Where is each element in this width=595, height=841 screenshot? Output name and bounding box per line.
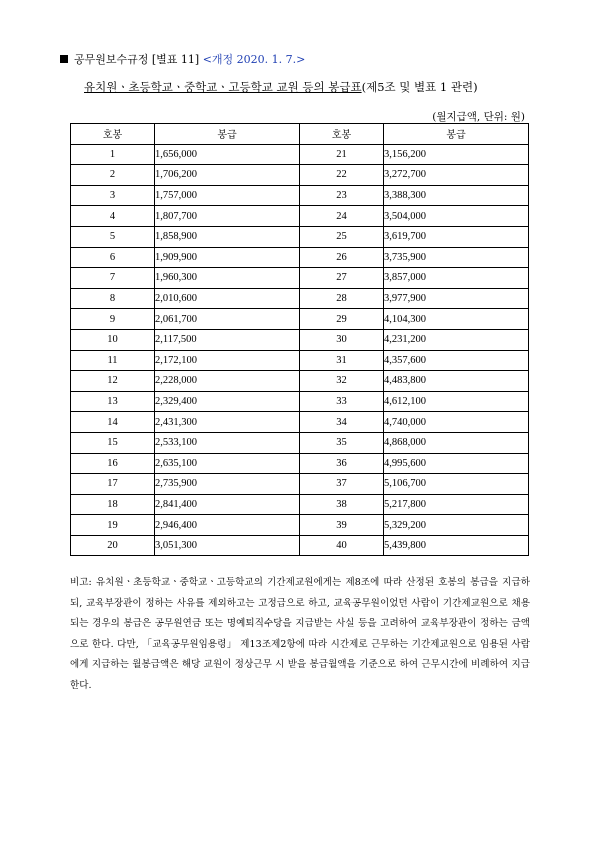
- grade-cell: 1: [71, 144, 155, 165]
- pay-cell: 4,483,800: [384, 371, 529, 392]
- grade-cell: 7: [71, 268, 155, 289]
- pay-cell: 2,228,000: [155, 371, 300, 392]
- salary-table: [70, 123, 529, 556]
- table-row: [71, 371, 529, 392]
- pay-cell: 1,960,300: [155, 268, 300, 289]
- remarks-note: 비고: 유치원ㆍ초등학교ㆍ중학교ㆍ고등학교의 기간제교원에게는 제8조에 따라 산정된 호봉의 봉급을 지급하되, 교육부장관이 정하는 사유를 제외하고는 고정급으로 하고, 교육공무원이었던 사람이 기간제교원으로 채용되는 경우의 봉급은 공무원연금 또는 명예퇴직수당을 지급받는 사실 등을 고려하여 교육부장관이 정하는 금액으로 한다. 다만, 「교육공무원임용령」 제13조제2항에 따라 시간제로 근무하는 기간제교원으로 임용된 사람에게 지급하는 월봉급액은 해당 교원이 정상근무 시 받을 봉급월액을 기준으로 하여 근무시간에 비례하여 지급한다.: [70, 577, 530, 691]
- header-grade-right: 호봉: [300, 124, 384, 145]
- grade-cell: 23: [300, 185, 384, 206]
- pay-cell: 4,740,000: [384, 412, 529, 433]
- grade-cell: 31: [300, 350, 384, 371]
- grade-cell: 29: [300, 309, 384, 330]
- table-row: [71, 288, 529, 309]
- pay-cell: 1,909,900: [155, 247, 300, 268]
- table-row: [71, 474, 529, 495]
- pay-cell: 3,735,900: [384, 247, 529, 268]
- table-row: [71, 494, 529, 515]
- table-row: [71, 226, 529, 247]
- pay-cell: 3,156,200: [384, 144, 529, 165]
- grade-cell: 39: [300, 515, 384, 536]
- pay-cell: 3,977,900: [384, 288, 529, 309]
- pay-cell: 2,735,900: [155, 474, 300, 495]
- table-row: [71, 515, 529, 536]
- header-pay-left: 봉급: [155, 124, 300, 145]
- grade-cell: 38: [300, 494, 384, 515]
- grade-cell: 14: [71, 412, 155, 433]
- pay-cell: 4,357,600: [384, 350, 529, 371]
- pay-cell: 3,272,700: [384, 165, 529, 186]
- pay-cell: 5,217,800: [384, 494, 529, 515]
- grade-cell: 9: [71, 309, 155, 330]
- grade-cell: 3: [71, 185, 155, 206]
- pay-cell: 1,757,000: [155, 185, 300, 206]
- grade-cell: 2: [71, 165, 155, 186]
- pay-cell: 1,706,200: [155, 165, 300, 186]
- pay-cell: 2,329,400: [155, 391, 300, 412]
- grade-cell: 19: [71, 515, 155, 536]
- table-row: [71, 144, 529, 165]
- pay-cell: 1,807,700: [155, 206, 300, 227]
- grade-cell: 11: [71, 350, 155, 371]
- grade-cell: 28: [300, 288, 384, 309]
- header-pay-right: 봉급: [384, 124, 529, 145]
- grade-cell: 15: [71, 432, 155, 453]
- pay-cell: 3,857,000: [384, 268, 529, 289]
- table-title-reference: (제5조 및 별표 1 관련): [361, 80, 478, 94]
- pay-cell: 2,946,400: [155, 515, 300, 536]
- table-title-main: 유치원ㆍ초등학교ㆍ중학교ㆍ고등학교 교원 등의 봉급표: [84, 80, 362, 94]
- pay-cell: 3,051,300: [155, 535, 300, 556]
- regulation-header: [60, 53, 305, 67]
- grade-cell: 33: [300, 391, 384, 412]
- grade-cell: 24: [300, 206, 384, 227]
- table-row: [71, 329, 529, 350]
- grade-cell: 13: [71, 391, 155, 412]
- pay-cell: 1,656,000: [155, 144, 300, 165]
- grade-cell: 10: [71, 329, 155, 350]
- grade-cell: 17: [71, 474, 155, 495]
- table-row: [71, 268, 529, 289]
- pay-cell: 2,431,300: [155, 412, 300, 433]
- pay-cell: 2,841,400: [155, 494, 300, 515]
- grade-cell: 22: [300, 165, 384, 186]
- grade-cell: 20: [71, 535, 155, 556]
- grade-cell: 18: [71, 494, 155, 515]
- regulation-name: 공무원보수규정 [별표 11]: [74, 53, 200, 66]
- grade-cell: 40: [300, 535, 384, 556]
- table-row: [71, 165, 529, 186]
- pay-cell: 2,117,500: [155, 329, 300, 350]
- grade-cell: 27: [300, 268, 384, 289]
- grade-cell: 36: [300, 453, 384, 474]
- table-row: [71, 185, 529, 206]
- grade-cell: 6: [71, 247, 155, 268]
- table-row: [71, 309, 529, 330]
- table-row: [71, 453, 529, 474]
- table-row: [71, 412, 529, 433]
- table-row: [71, 391, 529, 412]
- grade-cell: 5: [71, 226, 155, 247]
- grade-cell: 25: [300, 226, 384, 247]
- pay-cell: 3,504,000: [384, 206, 529, 227]
- salary-table-body: [71, 144, 529, 556]
- unit-label: (월지급액, 단위: 원): [432, 111, 525, 123]
- pay-cell: 2,061,700: [155, 309, 300, 330]
- grade-cell: 32: [300, 371, 384, 392]
- pay-cell: 3,388,300: [384, 185, 529, 206]
- table-row: [71, 350, 529, 371]
- pay-cell: 4,104,300: [384, 309, 529, 330]
- grade-cell: 26: [300, 247, 384, 268]
- pay-cell: 5,329,200: [384, 515, 529, 536]
- grade-cell: 37: [300, 474, 384, 495]
- pay-cell: 1,858,900: [155, 226, 300, 247]
- pay-cell: 4,995,600: [384, 453, 529, 474]
- pay-cell: 2,533,100: [155, 432, 300, 453]
- grade-cell: 30: [300, 329, 384, 350]
- pay-cell: 2,010,600: [155, 288, 300, 309]
- header-grade-left: 호봉: [71, 124, 155, 145]
- grade-cell: 34: [300, 412, 384, 433]
- grade-cell: 8: [71, 288, 155, 309]
- table-row: [71, 247, 529, 268]
- pay-cell: 2,635,100: [155, 453, 300, 474]
- table-title: [84, 80, 478, 94]
- table-header-row: [71, 124, 529, 145]
- pay-cell: 4,868,000: [384, 432, 529, 453]
- pay-cell: 4,612,100: [384, 391, 529, 412]
- table-row: [71, 535, 529, 556]
- square-bullet-icon: [60, 55, 68, 63]
- grade-cell: 35: [300, 432, 384, 453]
- table-row: [71, 432, 529, 453]
- grade-cell: 21: [300, 144, 384, 165]
- pay-cell: 4,231,200: [384, 329, 529, 350]
- amendment-date: <개정 2020. 1. 7.>: [202, 53, 306, 66]
- grade-cell: 12: [71, 371, 155, 392]
- pay-cell: 5,439,800: [384, 535, 529, 556]
- table-row: [71, 206, 529, 227]
- pay-cell: 3,619,700: [384, 226, 529, 247]
- grade-cell: 16: [71, 453, 155, 474]
- pay-cell: 5,106,700: [384, 474, 529, 495]
- grade-cell: 4: [71, 206, 155, 227]
- pay-cell: 2,172,100: [155, 350, 300, 371]
